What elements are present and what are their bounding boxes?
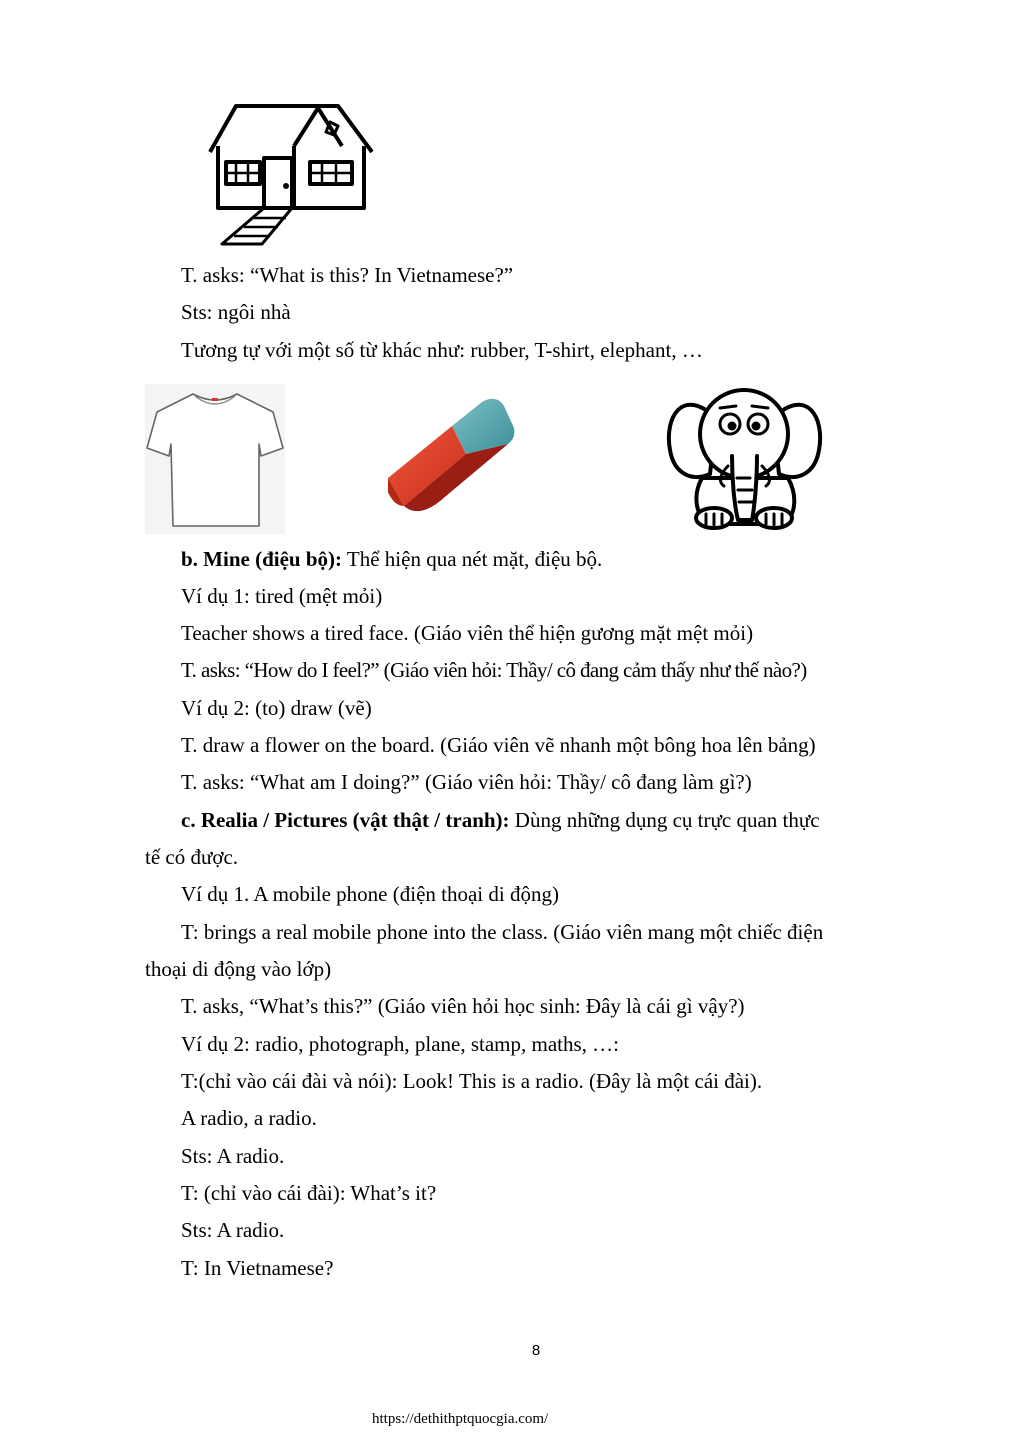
text-line: tế có được.	[145, 845, 239, 869]
text-line: Ví dụ 2: radio, photograph, plane, stamp, maths, …:	[181, 1032, 620, 1056]
text-line: Ví dụ 1: tired (mệt mỏi)	[181, 584, 383, 608]
text-line: Ví dụ 1. A mobile phone (điện thoại di động)	[181, 882, 559, 906]
text-line: Tương tự với một số từ khác như: rubber, T-shirt, elephant, …	[181, 338, 703, 362]
text-line: Sts: ngôi nhà	[181, 300, 291, 324]
text-line: Ví dụ 2: (to) draw (vẽ)	[181, 696, 372, 720]
text-line: thoại di động vào lớp)	[145, 957, 332, 981]
text-line: T: In Vietnamese?	[181, 1256, 334, 1280]
section-c-heading: c. Realia / Pictures (vật thật / tranh): Dùng những dụng cụ trực quan thực	[181, 808, 820, 832]
text-line: T. asks: “How do I feel?” (Giáo viên hỏi: Thầy/ cô đang cảm thấy như thế nào?)	[181, 658, 807, 682]
eraser-icon	[380, 388, 520, 523]
text-line: T. draw a flower on the board. (Giáo viên vẽ nhanh một bông hoa lên bảng)	[181, 733, 816, 757]
house-icon	[206, 100, 376, 250]
text-line: T:(chỉ vào cái đài và nói): Look! This is a radio. (Đây là một cái đài).	[181, 1069, 763, 1093]
tshirt-icon	[145, 384, 285, 534]
text-line: Sts: A radio.	[181, 1218, 285, 1242]
text-line: T: brings a real mobile phone into the class. (Giáo viên mang một chiếc điện	[181, 920, 824, 944]
elephant-icon	[662, 378, 827, 533]
page-number: 8	[531, 1342, 541, 1359]
section-b-heading: b. Mine (điệu bộ): Thể hiện qua nét mặt, điệu bộ.	[181, 547, 603, 571]
text-line: T: (chỉ vào cái đài): What’s it?	[181, 1181, 437, 1205]
text-line: Sts: A radio.	[181, 1144, 285, 1168]
text-line: T. asks: “What is this? In Vietnamese?”	[181, 263, 514, 287]
text-line: A radio, a radio.	[181, 1106, 317, 1130]
text-line: Teacher shows a tired face. (Giáo viên thể hiện gương mặt mệt mỏi)	[181, 621, 754, 645]
text-line: T. asks: “What am I doing?” (Giáo viên hỏi: Thầy/ cô đang làm gì?)	[181, 770, 752, 794]
footer-url[interactable]: https://dethithptquocgia.com/	[372, 1411, 549, 1427]
text-line: T. asks, “What’s this?” (Giáo viên hỏi học sinh: Đây là cái gì vậy?)	[181, 994, 745, 1018]
